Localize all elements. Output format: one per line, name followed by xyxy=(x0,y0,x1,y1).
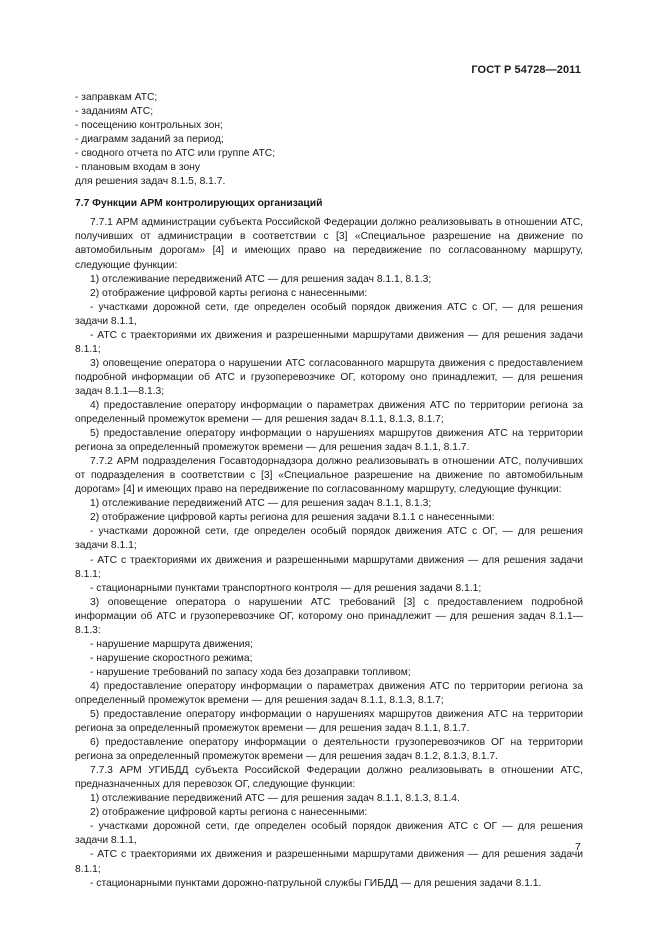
list-tail: для решения задач 8.1.5, 8.1.7. xyxy=(75,176,226,188)
paragraph: - стационарными пунктами дорожно-патрульной службы ГИБДД — для решения задачи 8.1.1. xyxy=(90,877,542,889)
page-number: 7 xyxy=(575,841,581,853)
list-item: - сводного отчета по АТС или группе АТС; xyxy=(75,148,276,160)
paragraph: 6) предоставление оператору информации о деятельности грузоперевозчиков ОГ на территории региона за определенный промежуток времени — для решения задач 8.1.2, 8.1.3, 8.1.7. xyxy=(75,737,583,763)
paragraph: - стационарными пунктами транспортного контроля — для решения задачи 8.1.1; xyxy=(90,582,482,594)
paragraph: 7.7.1 АРМ администрации субъекта Российской Федерации должно реализовывать в отношении АТС, получивших от администрации в соответствии с [3] «Специальное разрешение на движение по автомобильным дорогам» [4] и имеющих право на передвижение по согласованному маршруту, следующие функции: xyxy=(75,217,583,271)
paragraph: 7.7.2 АРМ подразделения Госавтодорнадзора должно реализовывать в отношении АТС, получивших от подразделения в соответствии с [3] «Специальное разрешение на движение по автомобильным дорогам» [4] и имеющих право на передвижение по согласованному маршруту, следующие функции: xyxy=(75,456,583,496)
paragraph: 1) отслеживание передвижений АТС — для решения задач 8.1.1, 8.1.3; xyxy=(90,273,432,285)
list-item: - плановым входам в зону xyxy=(75,162,201,174)
paragraph: 2) отображение цифровой карты региона с нанесенными: xyxy=(90,287,368,299)
document-code-header: ГОСТ Р 54728—2011 xyxy=(471,64,581,76)
paragraph: - АТС с траекториями их движения и разрешенными маршрутами движения — для решения задачи 8.1.1; xyxy=(75,329,583,355)
list-item: - посещению контрольных зон; xyxy=(75,120,223,132)
paragraph: 7.7.3 АРМ УГИБДД субъекта Российской Федерации должно реализовывать в отношении АТС, предназначенных для перевозок ОГ, следующие функции: xyxy=(75,765,583,791)
paragraph: 5) предоставление оператору информации о нарушениях маршрутов движения АТС на территории региона за определенный промежуток времени — для решения задач 8.1.1, 8.1.7. xyxy=(75,428,583,454)
paragraph: - участками дорожной сети, где определен особый порядок движения АТС с ОГ — для решения задачи 8.1.1, xyxy=(75,821,583,847)
list-item: - заданиям АТС; xyxy=(75,106,154,118)
paragraph: - АТС с траекториями их движения и разрешенными маршрутами движения — для решения задачи 8.1.1; xyxy=(75,554,583,580)
paragraph: - участками дорожной сети, где определен особый порядок движения АТС с ОГ, — для решения задачи 8.1.1; xyxy=(75,526,583,552)
paragraph: 2) отображение цифровой карты региона с нанесенными: xyxy=(90,807,368,819)
paragraph: - нарушение скоростного режима; xyxy=(90,652,253,664)
paragraph: - участками дорожной сети, где определен особый порядок движения АТС с ОГ, — для решения задачи 8.1.1, xyxy=(75,301,583,327)
paragraph: 1) отслеживание передвижений АТС — для решения задач 8.1.1, 8.1.3, 8.1.4. xyxy=(90,793,460,805)
document-body xyxy=(75,91,583,891)
paragraph: 5) предоставление оператору информации о нарушениях маршрутов движения АТС на территории региона за определенный промежуток времени — для решения задач 8.1.1, 8.1.7. xyxy=(75,709,583,735)
paragraph: - АТС с траекториями их движения и разрешенными маршрутами движения — для решения задачи 8.1.1; xyxy=(75,849,583,875)
paragraph: 4) предоставление оператору информации о параметрах движения АТС по территории региона за определенный промежуток времени — для решения задач 8.1.1, 8.1.3, 8.1.7; xyxy=(75,399,583,426)
paragraph: 1) отслеживание передвижений АТС — для решения задач 8.1.1, 8.1.3; xyxy=(90,498,432,510)
section-heading: 7.7 Функции АРМ контролирующих организаций xyxy=(75,198,323,210)
paragraph: 4) предоставление оператору информации о параметрах движения АТС по территории региона за определенный промежуток времени — для решения задач 8.1.1, 8.1.3, 8.1.7; xyxy=(75,680,583,706)
paragraph: 3) оповещение оператора о нарушении АТС согласованного маршрута движения с предоставлением подробной информации об АТС и грузоперевозчике ОГ, которому оно принадлежит, — для решения задач 8.1.1—8.1.3; xyxy=(75,357,583,397)
paragraph: - нарушение маршрута движения; xyxy=(90,638,253,650)
list-item: - заправкам АТС; xyxy=(75,92,158,103)
paragraph: - нарушение требований по запасу хода без дозаправки топливом; xyxy=(90,666,411,678)
paragraph: 3) оповещение оператора о нарушении АТС требований [3] с предоставлением подробной информации об АТС и грузоперевозчике ОГ, которому оно принадлежит — для решения задач 8.1.1—8.1.3: xyxy=(75,596,583,636)
paragraph: 2) отображение цифровой карты региона для решения задачи 8.1.1 с нанесенными: xyxy=(90,512,495,524)
list-item: - диаграмм заданий за период; xyxy=(75,134,224,146)
